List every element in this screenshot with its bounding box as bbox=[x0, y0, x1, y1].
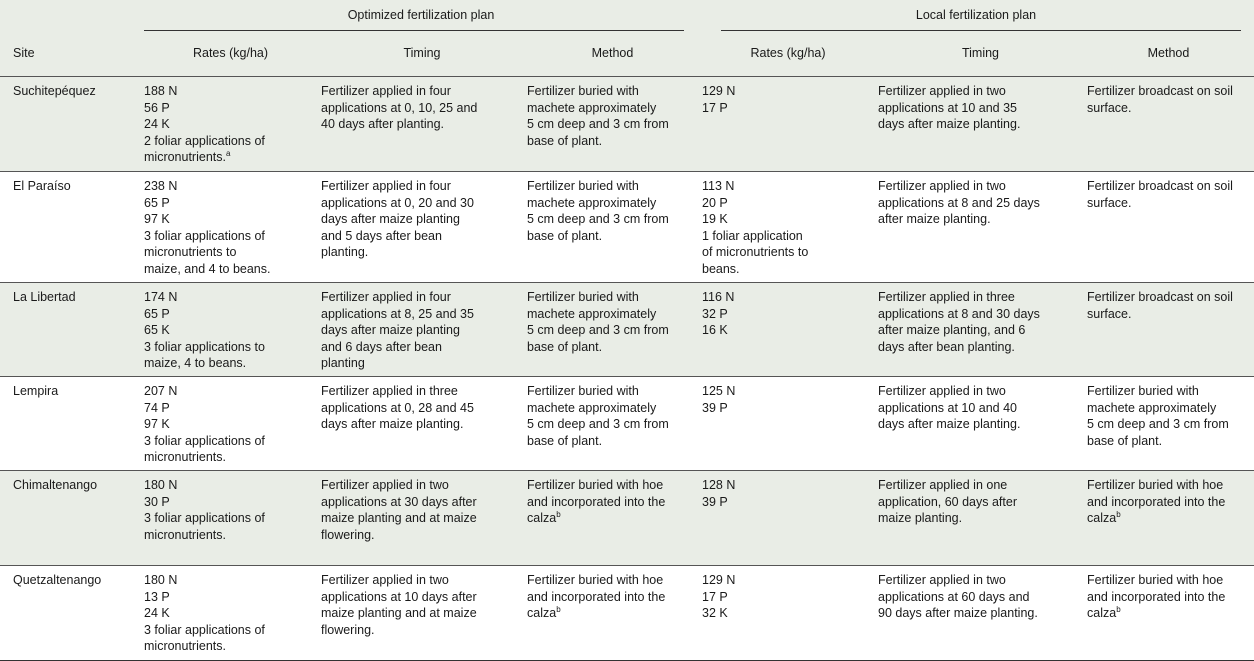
opt-timing-cell bbox=[321, 77, 527, 172]
cell-line: 3 foliar applications to bbox=[144, 339, 265, 354]
cell-line: machete approximately bbox=[527, 100, 657, 115]
table-row bbox=[0, 566, 1254, 661]
cell-line: calza$^b$ bbox=[527, 605, 561, 621]
cell-line: applications at 10 and 35 bbox=[878, 100, 1017, 115]
cell-line: days after maize planting. bbox=[878, 417, 1021, 432]
cell-line: Fertilizer applied in one bbox=[878, 478, 1008, 492]
cell-line: La Libertad bbox=[13, 290, 76, 304]
loc-method-cell bbox=[1087, 77, 1254, 172]
cell-line: 74 P bbox=[144, 400, 170, 415]
opt-timing-cell bbox=[321, 566, 527, 661]
loc-timing-cell bbox=[878, 471, 1087, 566]
loc-method-cell bbox=[1087, 283, 1254, 377]
loc-method-cell bbox=[1087, 471, 1254, 566]
group-optimized-rule bbox=[144, 30, 684, 31]
cell-line: El Paraíso bbox=[13, 179, 71, 193]
opt-method-cell bbox=[527, 377, 702, 471]
cell-line: base of plant. bbox=[527, 339, 603, 354]
cell-line: base of plant. bbox=[527, 228, 603, 243]
cell-line: applications at 10 days after bbox=[321, 589, 477, 604]
cell-line: days after maize planting bbox=[321, 323, 460, 338]
cell-line: 13 P bbox=[144, 589, 170, 604]
cell-line: flowering. bbox=[321, 527, 375, 542]
cell-line: machete approximately bbox=[1087, 400, 1217, 415]
cell-line: base of plant. bbox=[1087, 433, 1163, 448]
loc-rates-cell bbox=[702, 77, 878, 172]
group-header-row bbox=[0, 0, 1254, 31]
cell-line: 113 N bbox=[702, 179, 735, 193]
cell-line: 128 N bbox=[702, 478, 736, 492]
cell-line: Fertilizer applied in two bbox=[878, 384, 1006, 398]
cell-line: Fertilizer broadcast on soil bbox=[1087, 179, 1233, 193]
cell-line: micronutrients. bbox=[144, 639, 226, 654]
cell-line: applications at 60 days and bbox=[878, 589, 1030, 604]
header-site: Site bbox=[0, 31, 144, 77]
cell-line: 125 N bbox=[702, 384, 736, 398]
cell-line: micronutrients. bbox=[144, 450, 226, 465]
group-local-rule bbox=[721, 30, 1241, 31]
cell-line: 180 N bbox=[144, 573, 178, 587]
cell-line: 129 N bbox=[702, 573, 736, 587]
opt-rates-cell bbox=[144, 77, 321, 172]
opt-method-cell bbox=[527, 77, 702, 172]
site-cell bbox=[0, 283, 144, 377]
cell-line: surface. bbox=[1087, 195, 1132, 210]
cell-line: maize, 4 to beans. bbox=[144, 356, 247, 371]
group-optimized bbox=[144, 0, 702, 31]
opt-method-cell bbox=[527, 566, 702, 661]
cell-line: and 5 days after bean bbox=[321, 228, 442, 243]
cell-line: Suchitepéquez bbox=[13, 84, 96, 98]
cell-line: maize planting and at maize bbox=[321, 606, 477, 621]
opt-method-cell bbox=[527, 172, 702, 283]
cell-line: calza$^b$ bbox=[1087, 605, 1121, 621]
opt-rates-cell bbox=[144, 283, 321, 377]
cell-line: maize planting and at maize bbox=[321, 511, 477, 526]
cell-line: Fertilizer applied in four bbox=[321, 290, 451, 304]
loc-method-cell bbox=[1087, 172, 1254, 283]
cell-line: Fertilizer broadcast on soil bbox=[1087, 290, 1233, 304]
cell-line: Fertilizer applied in four bbox=[321, 84, 451, 98]
cell-line: Fertilizer applied in three bbox=[878, 290, 1015, 304]
cell-line: 65 P bbox=[144, 195, 170, 210]
cell-line: 40 days after planting. bbox=[321, 117, 444, 132]
cell-line: 174 N bbox=[144, 290, 178, 304]
cell-line: Fertilizer applied in two bbox=[321, 573, 449, 587]
opt-method-cell bbox=[527, 283, 702, 377]
cell-line: 180 N bbox=[144, 478, 178, 492]
cell-line: 32 K bbox=[702, 606, 728, 621]
table-row bbox=[0, 77, 1254, 172]
cell-line: micronutrients to bbox=[144, 245, 237, 260]
cell-line: 2 foliar applications of bbox=[144, 133, 265, 148]
cell-line: 3 foliar applications of bbox=[144, 228, 265, 243]
cell-line: 188 N bbox=[144, 84, 178, 98]
footnote-marker: b bbox=[556, 605, 561, 615]
cell-line: applications at 8 and 30 days bbox=[878, 306, 1040, 321]
footnote-marker: b bbox=[1116, 510, 1121, 520]
group-local bbox=[702, 0, 1254, 31]
cell-line: Fertilizer buried with hoe bbox=[1087, 573, 1224, 587]
cell-line: applications at 0, 20 and 30 bbox=[321, 195, 474, 210]
opt-rates-cell bbox=[144, 471, 321, 566]
header-loc-rates: Rates (kg/ha) bbox=[702, 31, 878, 77]
table-row bbox=[0, 283, 1254, 377]
site-cell bbox=[0, 77, 144, 172]
loc-method-cell bbox=[1087, 566, 1254, 661]
table-body bbox=[0, 77, 1254, 661]
cell-line: Fertilizer buried with hoe bbox=[1087, 478, 1224, 492]
loc-rates-cell bbox=[702, 172, 878, 283]
cell-line: Fertilizer applied in three bbox=[321, 384, 458, 398]
cell-line: and incorporated into the bbox=[1087, 589, 1226, 604]
cell-line: and incorporated into the bbox=[527, 589, 666, 604]
loc-method-cell bbox=[1087, 377, 1254, 471]
loc-timing-cell bbox=[878, 566, 1087, 661]
cell-line: machete approximately bbox=[527, 195, 657, 210]
group-local-label: Local fertilization plan bbox=[915, 8, 1037, 23]
loc-timing-cell bbox=[878, 77, 1087, 172]
cell-line: 16 K bbox=[702, 323, 728, 338]
cell-line: 90 days after maize planting. bbox=[878, 606, 1038, 621]
cell-line: 65 K bbox=[144, 323, 170, 338]
cell-line: calza$^b$ bbox=[1087, 510, 1121, 526]
site-cell bbox=[0, 377, 144, 471]
cell-line: 97 K bbox=[144, 417, 170, 432]
cell-line: 97 K bbox=[144, 212, 170, 227]
cell-line: surface. bbox=[1087, 306, 1132, 321]
loc-rates-cell bbox=[702, 471, 878, 566]
cell-line: 3 foliar applications of bbox=[144, 511, 265, 526]
cell-line: 20 P bbox=[702, 195, 728, 210]
cell-line: applications at 10 and 40 bbox=[878, 400, 1017, 415]
cell-line: Fertilizer applied in two bbox=[878, 179, 1006, 193]
cell-line: 238 N bbox=[144, 179, 178, 193]
cell-line: 24 K bbox=[144, 606, 170, 621]
site-cell bbox=[0, 566, 144, 661]
cell-line: 5 cm deep and 3 cm from bbox=[1087, 417, 1229, 432]
cell-line: maize planting. bbox=[878, 511, 963, 526]
loc-rates-cell bbox=[702, 377, 878, 471]
site-cell bbox=[0, 172, 144, 283]
cell-line: base of plant. bbox=[527, 433, 603, 448]
cell-line: days after maize planting. bbox=[878, 117, 1021, 132]
cell-line: 39 P bbox=[702, 400, 728, 415]
opt-timing-cell bbox=[321, 377, 527, 471]
cell-line: after maize planting. bbox=[878, 212, 991, 227]
opt-rates-cell bbox=[144, 172, 321, 283]
cell-line: 1 foliar application bbox=[702, 228, 803, 243]
cell-line: 3 foliar applications of bbox=[144, 433, 265, 448]
cell-line: 207 N bbox=[144, 384, 178, 398]
cell-line: days after maize planting. bbox=[321, 417, 464, 432]
cell-line: Fertilizer buried with bbox=[527, 290, 639, 304]
opt-method-cell bbox=[527, 471, 702, 566]
cell-line: Fertilizer applied in two bbox=[321, 478, 449, 492]
cell-line: days after maize planting bbox=[321, 212, 460, 227]
cell-line: 32 P bbox=[702, 306, 728, 321]
cell-line: Lempira bbox=[13, 384, 59, 398]
opt-rates-cell bbox=[144, 566, 321, 661]
header-loc-timing: Timing bbox=[878, 31, 1087, 77]
loc-timing-cell bbox=[878, 377, 1087, 471]
cell-line: Fertilizer broadcast on soil bbox=[1087, 84, 1233, 98]
cell-line: Fertilizer buried with bbox=[527, 384, 639, 398]
cell-line: Fertilizer applied in two bbox=[878, 84, 1006, 98]
cell-line: 5 cm deep and 3 cm from bbox=[527, 417, 669, 432]
cell-line: 65 P bbox=[144, 306, 170, 321]
table-row bbox=[0, 172, 1254, 283]
cell-line: 30 P bbox=[144, 494, 170, 509]
cell-line: 5 cm deep and 3 cm from bbox=[527, 117, 669, 132]
footnote-marker: a bbox=[225, 149, 231, 159]
cell-line: application, 60 days after bbox=[878, 494, 1017, 509]
cell-line: beans. bbox=[702, 261, 740, 276]
cell-line: after maize planting, and 6 bbox=[878, 323, 1026, 338]
cell-line: Fertilizer buried with bbox=[1087, 384, 1199, 398]
cell-line: 5 cm deep and 3 cm from bbox=[527, 323, 669, 338]
cell-line: Chimaltenango bbox=[13, 478, 98, 492]
opt-timing-cell bbox=[321, 172, 527, 283]
cell-line: 24 K bbox=[144, 117, 170, 132]
cell-line: base of plant. bbox=[527, 133, 603, 148]
cell-line: 17 P bbox=[702, 100, 728, 115]
cell-line: and 6 days after bean bbox=[321, 339, 442, 354]
cell-line: 3 foliar applications of bbox=[144, 622, 265, 637]
cell-line: micronutrients.$^a$ bbox=[144, 149, 231, 165]
cell-line: 39 P bbox=[702, 494, 728, 509]
column-header-row bbox=[0, 31, 1254, 77]
loc-rates-cell bbox=[702, 566, 878, 661]
cell-line: calza$^b$ bbox=[527, 510, 561, 526]
cell-line: 116 N bbox=[702, 290, 735, 304]
cell-line: Fertilizer applied in two bbox=[878, 573, 1006, 587]
opt-rates-cell bbox=[144, 377, 321, 471]
cell-line: and incorporated into the bbox=[1087, 494, 1226, 509]
cell-line: maize, and 4 to beans. bbox=[144, 261, 271, 276]
cell-line: planting. bbox=[321, 245, 369, 260]
cell-line: 17 P bbox=[702, 589, 728, 604]
loc-timing-cell bbox=[878, 172, 1087, 283]
cell-line: days after bean planting. bbox=[878, 339, 1015, 354]
footnote-marker: b bbox=[556, 510, 561, 520]
cell-line: Fertilizer applied in four bbox=[321, 179, 451, 193]
cell-line: Fertilizer buried with bbox=[527, 179, 639, 193]
cell-line: Fertilizer buried with bbox=[527, 84, 639, 98]
cell-line: applications at 30 days after bbox=[321, 494, 477, 509]
cell-line: applications at 8 and 25 days bbox=[878, 195, 1040, 210]
loc-rates-cell bbox=[702, 283, 878, 377]
cell-line: surface. bbox=[1087, 100, 1132, 115]
cell-line: micronutrients. bbox=[144, 527, 226, 542]
cell-line: machete approximately bbox=[527, 400, 657, 415]
cell-line: applications at 8, 25 and 35 bbox=[321, 306, 474, 321]
cell-line: applications at 0, 10, 25 and bbox=[321, 100, 478, 115]
cell-line: 5 cm deep and 3 cm from bbox=[527, 212, 669, 227]
table-row bbox=[0, 471, 1254, 566]
cell-line: Quetzaltenango bbox=[13, 573, 102, 587]
header-opt-method: Method bbox=[527, 31, 702, 77]
header-opt-timing: Timing bbox=[321, 31, 527, 77]
cell-line: planting bbox=[321, 356, 365, 371]
header-opt-rates: Rates (kg/ha) bbox=[144, 31, 321, 77]
cell-line: 56 P bbox=[144, 100, 170, 115]
cell-line: 19 K bbox=[702, 212, 728, 227]
footnote-marker: b bbox=[1116, 605, 1121, 615]
loc-timing-cell bbox=[878, 283, 1087, 377]
cell-line: Fertilizer buried with hoe bbox=[527, 573, 664, 587]
cell-line: machete approximately bbox=[527, 306, 657, 321]
site-cell bbox=[0, 471, 144, 566]
cell-line: Fertilizer buried with hoe bbox=[527, 478, 664, 492]
cell-line: and incorporated into the bbox=[527, 494, 666, 509]
header-loc-method: Method bbox=[1087, 31, 1254, 77]
cell-line: applications at 0, 28 and 45 bbox=[321, 400, 474, 415]
opt-timing-cell bbox=[321, 471, 527, 566]
opt-timing-cell bbox=[321, 283, 527, 377]
group-optimized-label: Optimized fertilization plan bbox=[347, 8, 495, 23]
table-row bbox=[0, 377, 1254, 471]
cell-line: 129 N bbox=[702, 84, 736, 98]
cell-line: flowering. bbox=[321, 622, 375, 637]
cell-line: of micronutrients to bbox=[702, 245, 809, 260]
